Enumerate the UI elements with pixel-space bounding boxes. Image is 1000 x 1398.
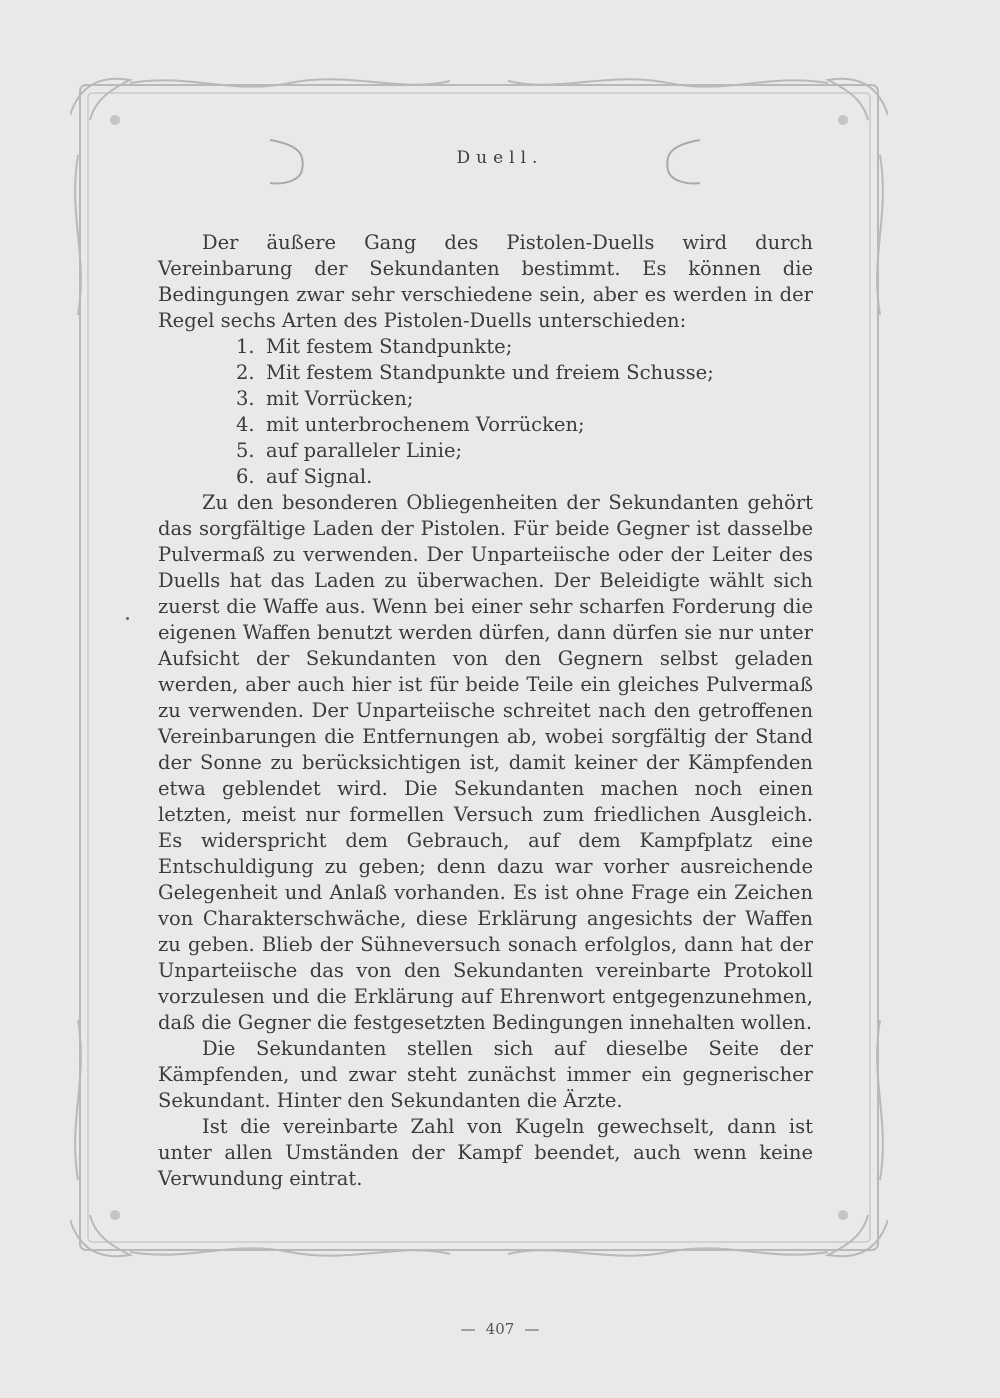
paragraph: Der äußere Gang des Pistolen-Duells wird durch Vereinbarung der Sekundanten bestimmt. Es können die Bedingungen zwar sehr verschiedene sein, aber es werden in der Regel sechs Arten des Pistolen-Duells unterschieden: <box>158 231 813 332</box>
list-item: 2. Mit festem Standpunkte und freiem Schusse; <box>236 361 714 384</box>
list-item: 6. auf Signal. <box>236 465 373 488</box>
main-text <box>158 230 813 1192</box>
ink-dot <box>126 617 129 620</box>
duel-types-list <box>158 334 813 490</box>
list-item: 1. Mit festem Standpunkte; <box>236 335 513 358</box>
list-item: 4. mit unterbrochenem Vorrücken; <box>236 413 585 436</box>
page-heading: Duell. <box>456 148 544 168</box>
list-item: 5. auf paralleler Linie; <box>236 439 463 462</box>
paragraph: Die Sekundanten stellen sich auf dieselbe Seite der Kämpfenden, und zwar steht zunächst immer ein gegnerischer Sekundant. Hinter den Sekundanten die Ärzte. <box>158 1037 813 1112</box>
page-number: — 407 — <box>460 1320 540 1338</box>
paragraph: Ist die vereinbarte Zahl von Kugeln gewechselt, dann ist unter allen Umständen der Kampf beendet, auch wenn keine Verwundung eintrat. <box>158 1115 813 1190</box>
paragraph: Zu den besonderen Obliegenheiten der Sekundanten gehört das sorgfältige Laden der Pistolen. Für beide Gegner ist dasselbe Pulvermaß zu verwenden. Der Unparteiische oder der Leiter des Duells hat das Laden zu überwachen. Der Beleidigte wählt sich zuerst die Waffe aus. Wenn bei einer sehr scharfen Forderung die eigenen Waffen benutzt werden dürfen, dann dürfen sie nur unter Aufsicht der Sekundanten von den Gegnern selbst geladen werden, aber auch hier ist für beide Teile ein gleiches Pulvermaß zu verwenden. Der Unparteiische schreitet nach den getroffenen Vereinbarungen die Entfernungen ab, wobei sorgfältig der Stand der Sonne zu berücksichtigen ist, damit keiner der Kämpfenden etwa geblendet wird. Die Sekundanten machen noch einen letzten, meist nur formellen Versuch zum friedlichen Ausgleich. Es widerspricht dem Gebrauch, auf dem Kampfplatz eine Entschuldigung zu geben; denn dazu war vorher ausreichende Gelegenheit und Anlaß vorhanden. Es ist ohne Frage ein Zeichen von Charakterschwäche, diese Erklärung angesichts der Waffen zu geben. Blieb der Sühneversuch sonach erfolglos, dann hat der Unparteiische das von den Sekundanten vereinbarte Protokoll vorzulesen und die Erklärung auf Ehrenwort entgegenzunehmen, daß die Gegner die festgesetzten Bedingungen innehalten wollen. <box>158 491 813 1034</box>
list-item: 3. mit Vorrücken; <box>236 387 414 410</box>
